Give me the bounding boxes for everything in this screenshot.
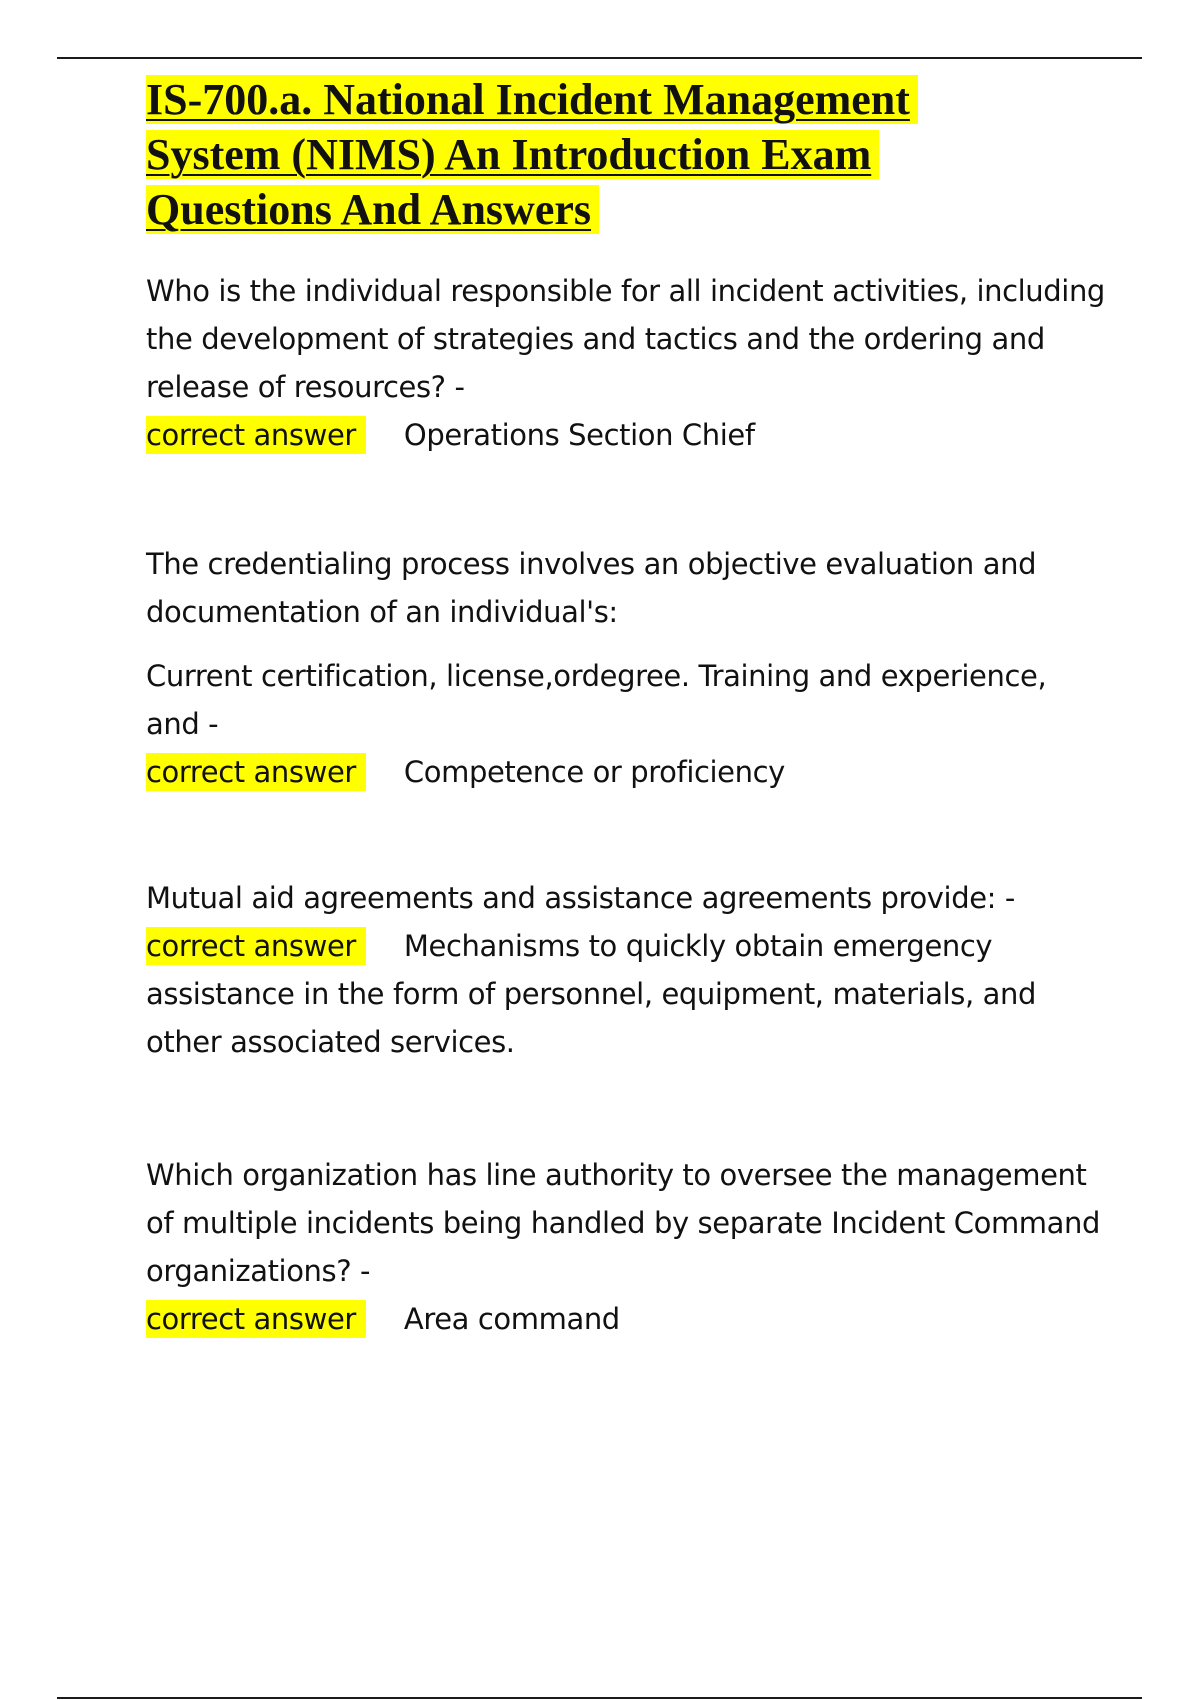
document-title (146, 72, 1106, 237)
answer-label-4: correct answer (146, 1300, 366, 1338)
answer-line-4 (146, 1295, 1106, 1343)
qa-item-4 (146, 1151, 1106, 1343)
question-3-text: Mutual aid agreements and assistance agreements provide: - (146, 881, 1015, 915)
question-3 (146, 874, 1106, 1066)
qa-item-3 (146, 874, 1106, 1066)
answer-3: Mechanisms to quickly obtain emergency assistance in the form of personnel, equipment, materials, and other associated services. (146, 929, 1036, 1059)
document-title-text: IS-700.a. National Incident Management System (NIMS) An Introduction Exam Questions And Answers (146, 75, 918, 234)
answer-label-2: correct answer (146, 753, 366, 791)
answer-2: Competence or proficiency (403, 755, 785, 789)
answer-1: Operations Section Chief (403, 418, 755, 452)
top-rule (57, 57, 1142, 59)
answer-line-1 (146, 411, 1106, 459)
answer-line-2 (146, 748, 1106, 796)
question-2: The credentialing process involves an objective evaluation and documentation of an individual's: (146, 547, 1037, 629)
qa-item-2 (146, 540, 1106, 796)
question-4: Which organization has line authority to oversee the management of multiple incidents being handled by separate Incident Command organizations? - (146, 1158, 1100, 1288)
qa-item-1 (146, 267, 1106, 459)
bottom-rule (57, 1697, 1142, 1699)
answer-4: Area command (403, 1302, 620, 1336)
document-page (146, 72, 1106, 1336)
question-2-extra: Current certification, license,ordegree. Training and experience, and - (146, 659, 1047, 741)
answer-label-1: correct answer (146, 416, 366, 454)
answer-label-3: correct answer (146, 927, 366, 965)
question-1: Who is the individual responsible for all incident activities, including the development of strategies and tactics and the ordering and release of resources? - (146, 274, 1105, 404)
